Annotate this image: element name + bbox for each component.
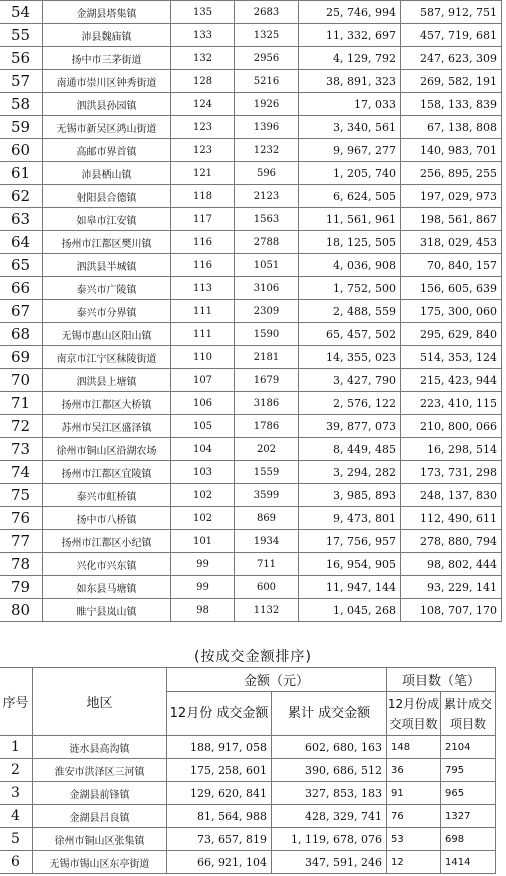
month-amount-cell: 188, 917, 058 (167, 736, 272, 759)
cum-amount-cell: 175, 300, 060 (401, 300, 502, 323)
table-row (0, 805, 496, 828)
cum-amount-cell: 215, 423, 944 (401, 369, 502, 392)
month-count-cell: 103 (171, 461, 235, 484)
month-amount-cell: 3, 985, 893 (299, 484, 401, 507)
cum-amount-cell: 327, 853, 183 (272, 782, 387, 805)
cum-count-cell: 596 (235, 162, 299, 185)
table-row (0, 93, 502, 116)
cum-amount-cell: 112, 490, 611 (401, 507, 502, 530)
table-row (0, 599, 502, 622)
table-row (0, 576, 502, 599)
month-amount-cell: 38, 891, 323 (299, 70, 401, 93)
month-count-cell: 111 (171, 323, 235, 346)
month-amount-cell: 11, 332, 697 (299, 24, 401, 47)
region-cell: 射阳县合德镇 (43, 185, 171, 208)
cum-amount-cell: 248, 137, 830 (401, 484, 502, 507)
rank-cell: 59 (0, 116, 43, 139)
table-row (0, 116, 502, 139)
cum-amount-cell: 16, 298, 514 (401, 438, 502, 461)
region-cell: 泗洪县上塘镇 (43, 369, 171, 392)
rank-cell: 72 (0, 415, 43, 438)
cum-amount-cell: 210, 800, 066 (401, 415, 502, 438)
month-count-cell: 123 (171, 139, 235, 162)
month-amount-cell: 6, 624, 505 (299, 185, 401, 208)
table-row (0, 162, 502, 185)
month-amount-cell: 3, 340, 561 (299, 116, 401, 139)
rank-cell: 6 (0, 851, 33, 874)
cum-amount-cell: 173, 731, 298 (401, 461, 502, 484)
cum-amount-cell: 156, 605, 639 (401, 277, 502, 300)
cum-count-cell: 1786 (235, 415, 299, 438)
month-count-cell: 117 (171, 208, 235, 231)
cum-count-cell: 2181 (235, 346, 299, 369)
header-count-group: 项目数（笔） (387, 668, 496, 692)
header-region: 地区 (33, 668, 167, 736)
month-count-cell: 121 (171, 162, 235, 185)
region-cell: 高邮市界首镇 (43, 139, 171, 162)
rank-cell: 54 (0, 1, 43, 24)
header-month-count: 12月份成交项目数 (387, 692, 441, 736)
month-count-cell: 36 (387, 759, 441, 782)
month-amount-cell: 1, 045, 268 (299, 599, 401, 622)
amount-ranking-body (0, 736, 496, 874)
cum-count-cell: 965 (441, 782, 496, 805)
rank-cell: 57 (0, 70, 43, 93)
rank-cell: 66 (0, 277, 43, 300)
month-count-cell: 111 (171, 300, 235, 323)
table-row (0, 346, 502, 369)
rank-cell: 67 (0, 300, 43, 323)
region-cell: 涟水县高沟镇 (33, 736, 167, 759)
month-amount-cell: 18, 125, 505 (299, 231, 401, 254)
region-cell: 沛县栖山镇 (43, 162, 171, 185)
cum-amount-cell: 390, 686, 512 (272, 759, 387, 782)
table-row (0, 24, 502, 47)
table-row (0, 70, 502, 93)
region-cell: 沛县魏庙镇 (43, 24, 171, 47)
region-cell: 泗洪县半城镇 (43, 254, 171, 277)
cum-count-cell: 869 (235, 507, 299, 530)
rank-cell: 3 (0, 782, 33, 805)
cum-count-cell: 698 (441, 828, 496, 851)
rank-cell: 73 (0, 438, 43, 461)
cum-amount-cell: 140, 983, 701 (401, 139, 502, 162)
cum-amount-cell: 602, 680, 163 (272, 736, 387, 759)
cum-amount-cell: 98, 802, 444 (401, 553, 502, 576)
region-cell: 徐州市铜山区沿湖农场 (43, 438, 171, 461)
cum-count-cell: 2683 (235, 1, 299, 24)
rank-cell: 2 (0, 759, 33, 782)
month-count-cell: 102 (171, 507, 235, 530)
cum-count-cell: 1232 (235, 139, 299, 162)
rank-cell: 69 (0, 346, 43, 369)
rank-cell: 70 (0, 369, 43, 392)
month-amount-cell: 129, 620, 841 (167, 782, 272, 805)
header-cum-amount: 累计 成交金额 (272, 692, 387, 736)
rank-cell: 4 (0, 805, 33, 828)
cum-count-cell: 2788 (235, 231, 299, 254)
month-count-cell: 132 (171, 47, 235, 70)
ranking-table-body (0, 1, 502, 622)
region-cell: 金湖县塔集镇 (43, 1, 171, 24)
region-cell: 泰兴市虹桥镇 (43, 484, 171, 507)
cum-count-cell: 1132 (235, 599, 299, 622)
cum-amount-cell: 514, 353, 124 (401, 346, 502, 369)
month-amount-cell: 17, 033 (299, 93, 401, 116)
cum-count-cell: 1679 (235, 369, 299, 392)
rank-cell: 80 (0, 599, 43, 622)
month-amount-cell: 16, 954, 905 (299, 553, 401, 576)
table-row (0, 415, 502, 438)
section-subtitle: (按成交金额排序) (194, 649, 312, 665)
month-count-cell: 133 (171, 24, 235, 47)
month-count-cell: 113 (171, 277, 235, 300)
cum-count-cell: 1563 (235, 208, 299, 231)
month-amount-cell: 9, 967, 277 (299, 139, 401, 162)
cum-count-cell: 3106 (235, 277, 299, 300)
month-amount-cell: 1, 752, 500 (299, 277, 401, 300)
month-count-cell: 99 (171, 576, 235, 599)
month-count-cell: 99 (171, 553, 235, 576)
cum-count-cell: 2123 (235, 185, 299, 208)
cum-count-cell: 202 (235, 438, 299, 461)
month-count-cell: 105 (171, 415, 235, 438)
month-count-cell: 102 (171, 484, 235, 507)
month-count-cell: 123 (171, 116, 235, 139)
month-count-cell: 91 (387, 782, 441, 805)
region-cell: 无锡市新吴区鸿山街道 (43, 116, 171, 139)
region-cell: 扬州市江都区小纪镇 (43, 530, 171, 553)
rank-cell: 55 (0, 24, 43, 47)
table-row (0, 759, 496, 782)
table-row (0, 507, 502, 530)
region-cell: 如东县马塘镇 (43, 576, 171, 599)
rank-cell: 1 (0, 736, 33, 759)
region-cell: 无锡市惠山区阳山镇 (43, 323, 171, 346)
rank-cell: 65 (0, 254, 43, 277)
header-rank: 序号 (0, 668, 33, 736)
month-amount-cell: 81, 564, 988 (167, 805, 272, 828)
cum-amount-cell: 347, 591, 246 (272, 851, 387, 874)
cum-count-cell: 795 (441, 759, 496, 782)
rank-cell: 61 (0, 162, 43, 185)
cum-count-cell: 1414 (441, 851, 496, 874)
region-cell: 睢宁县岚山镇 (43, 599, 171, 622)
table-row (0, 300, 502, 323)
cum-count-cell: 1325 (235, 24, 299, 47)
table-row (0, 254, 502, 277)
month-count-cell: 110 (171, 346, 235, 369)
rank-cell: 64 (0, 231, 43, 254)
month-amount-cell: 3, 294, 282 (299, 461, 401, 484)
cum-count-cell: 1934 (235, 530, 299, 553)
header-month-amount: 12月份 成交金额 (167, 692, 272, 736)
month-count-cell: 53 (387, 828, 441, 851)
cum-amount-cell: 93, 229, 141 (401, 576, 502, 599)
month-amount-cell: 175, 258, 601 (167, 759, 272, 782)
table-row (0, 323, 502, 346)
region-cell: 南通市崇川区钟秀街道 (43, 70, 171, 93)
table-row (0, 208, 502, 231)
rank-cell: 63 (0, 208, 43, 231)
cum-amount-cell: 269, 582, 191 (401, 70, 502, 93)
month-count-cell: 148 (387, 736, 441, 759)
table-row (0, 461, 502, 484)
rank-cell: 76 (0, 507, 43, 530)
table-row (0, 782, 496, 805)
month-amount-cell: 25, 746, 994 (299, 1, 401, 24)
region-cell: 徐州市铜山区张集镇 (33, 828, 167, 851)
rank-cell: 68 (0, 323, 43, 346)
region-cell: 如皋市江安镇 (43, 208, 171, 231)
cum-count-cell: 5216 (235, 70, 299, 93)
month-amount-cell: 4, 129, 792 (299, 47, 401, 70)
cum-amount-cell: 70, 840, 157 (401, 254, 502, 277)
rank-cell: 56 (0, 47, 43, 70)
rank-cell: 78 (0, 553, 43, 576)
cum-count-cell: 711 (235, 553, 299, 576)
table-row (0, 277, 502, 300)
cum-amount-cell: 295, 629, 840 (401, 323, 502, 346)
month-amount-cell: 17, 756, 957 (299, 530, 401, 553)
cum-amount-cell: 108, 707, 170 (401, 599, 502, 622)
cum-amount-cell: 198, 561, 867 (401, 208, 502, 231)
month-count-cell: 98 (171, 599, 235, 622)
cum-count-cell: 3186 (235, 392, 299, 415)
month-amount-cell: 39, 877, 073 (299, 415, 401, 438)
month-count-cell: 116 (171, 231, 235, 254)
table-row (0, 828, 496, 851)
month-count-cell: 104 (171, 438, 235, 461)
month-amount-cell: 4, 036, 908 (299, 254, 401, 277)
cum-amount-cell: 197, 029, 973 (401, 185, 502, 208)
table-row (0, 736, 496, 759)
cum-count-cell: 1590 (235, 323, 299, 346)
month-amount-cell: 2, 488, 559 (299, 300, 401, 323)
region-cell: 金湖县吕良镇 (33, 805, 167, 828)
cum-amount-cell: 587, 912, 751 (401, 1, 502, 24)
month-count-cell: 124 (171, 93, 235, 116)
region-cell: 扬州市江都区樊川镇 (43, 231, 171, 254)
cum-amount-cell: 1, 119, 678, 076 (272, 828, 387, 851)
month-amount-cell: 2, 576, 122 (299, 392, 401, 415)
table-row (0, 1, 502, 24)
cum-amount-cell: 428, 329, 741 (272, 805, 387, 828)
cum-amount-cell: 223, 410, 115 (401, 392, 502, 415)
cum-amount-cell: 256, 895, 255 (401, 162, 502, 185)
month-amount-cell: 11, 561, 961 (299, 208, 401, 231)
month-count-cell: 12 (387, 851, 441, 874)
rank-cell: 71 (0, 392, 43, 415)
region-cell: 无锡市锡山区东亭街道 (33, 851, 167, 874)
table-row (0, 530, 502, 553)
header-row-group (0, 668, 496, 692)
rank-cell: 79 (0, 576, 43, 599)
region-cell: 泗洪县孙园镇 (43, 93, 171, 116)
cum-amount-cell: 247, 623, 309 (401, 47, 502, 70)
cum-amount-cell: 457, 719, 681 (401, 24, 502, 47)
cum-count-cell: 1327 (441, 805, 496, 828)
rank-cell: 62 (0, 185, 43, 208)
month-amount-cell: 65, 457, 502 (299, 323, 401, 346)
month-amount-cell: 8, 449, 485 (299, 438, 401, 461)
cum-count-cell: 2104 (441, 736, 496, 759)
table-row (0, 553, 502, 576)
month-count-cell: 107 (171, 369, 235, 392)
cum-amount-cell: 318, 029, 453 (401, 231, 502, 254)
table-row (0, 369, 502, 392)
month-amount-cell: 66, 921, 104 (167, 851, 272, 874)
table-row (0, 139, 502, 162)
cum-count-cell: 1051 (235, 254, 299, 277)
region-cell: 苏州市吴江区盛泽镇 (43, 415, 171, 438)
month-count-cell: 106 (171, 392, 235, 415)
cum-count-cell: 1559 (235, 461, 299, 484)
month-count-cell: 135 (171, 1, 235, 24)
region-cell: 金湖县前锋镇 (33, 782, 167, 805)
cum-count-cell: 1926 (235, 93, 299, 116)
month-count-cell: 128 (171, 70, 235, 93)
cum-amount-cell: 158, 133, 839 (401, 93, 502, 116)
month-count-cell: 118 (171, 185, 235, 208)
cum-count-cell: 2956 (235, 47, 299, 70)
month-amount-cell: 3, 427, 790 (299, 369, 401, 392)
cum-amount-cell: 67, 138, 808 (401, 116, 502, 139)
rank-cell: 60 (0, 139, 43, 162)
region-cell: 兴化市兴东镇 (43, 553, 171, 576)
rank-cell: 74 (0, 461, 43, 484)
cum-amount-cell: 278, 880, 794 (401, 530, 502, 553)
region-cell: 扬州市江都区大桥镇 (43, 392, 171, 415)
table-row (0, 185, 502, 208)
table-row (0, 231, 502, 254)
region-cell: 泰兴市分界镇 (43, 300, 171, 323)
month-count-cell: 76 (387, 805, 441, 828)
month-amount-cell: 9, 473, 801 (299, 507, 401, 530)
region-cell: 南京市江宁区秣陵街道 (43, 346, 171, 369)
cum-count-cell: 1396 (235, 116, 299, 139)
month-amount-cell: 73, 657, 819 (167, 828, 272, 851)
region-cell: 扬中市三茅街道 (43, 47, 171, 70)
region-cell: 泰兴市广陵镇 (43, 277, 171, 300)
table-row (0, 484, 502, 507)
table-row (0, 47, 502, 70)
month-amount-cell: 14, 355, 023 (299, 346, 401, 369)
region-cell: 淮安市洪泽区三河镇 (33, 759, 167, 782)
header-cum-count: 累计成交 项目数 (441, 692, 496, 736)
cum-count-cell: 3599 (235, 484, 299, 507)
rank-cell: 58 (0, 93, 43, 116)
month-amount-cell: 1, 205, 740 (299, 162, 401, 185)
cum-count-cell: 2309 (235, 300, 299, 323)
region-cell: 扬州市江都区宜陵镇 (43, 461, 171, 484)
rank-cell: 75 (0, 484, 43, 507)
table-row (0, 392, 502, 415)
month-count-cell: 101 (171, 530, 235, 553)
header-amount-group: 金额（元） (167, 668, 387, 692)
month-amount-cell: 11, 947, 144 (299, 576, 401, 599)
rank-cell: 77 (0, 530, 43, 553)
table-row (0, 851, 496, 874)
table-row (0, 438, 502, 461)
rank-cell: 5 (0, 828, 33, 851)
month-count-cell: 116 (171, 254, 235, 277)
amount-ranking-table (0, 667, 496, 874)
cum-count-cell: 600 (235, 576, 299, 599)
region-cell: 扬中市八桥镇 (43, 507, 171, 530)
